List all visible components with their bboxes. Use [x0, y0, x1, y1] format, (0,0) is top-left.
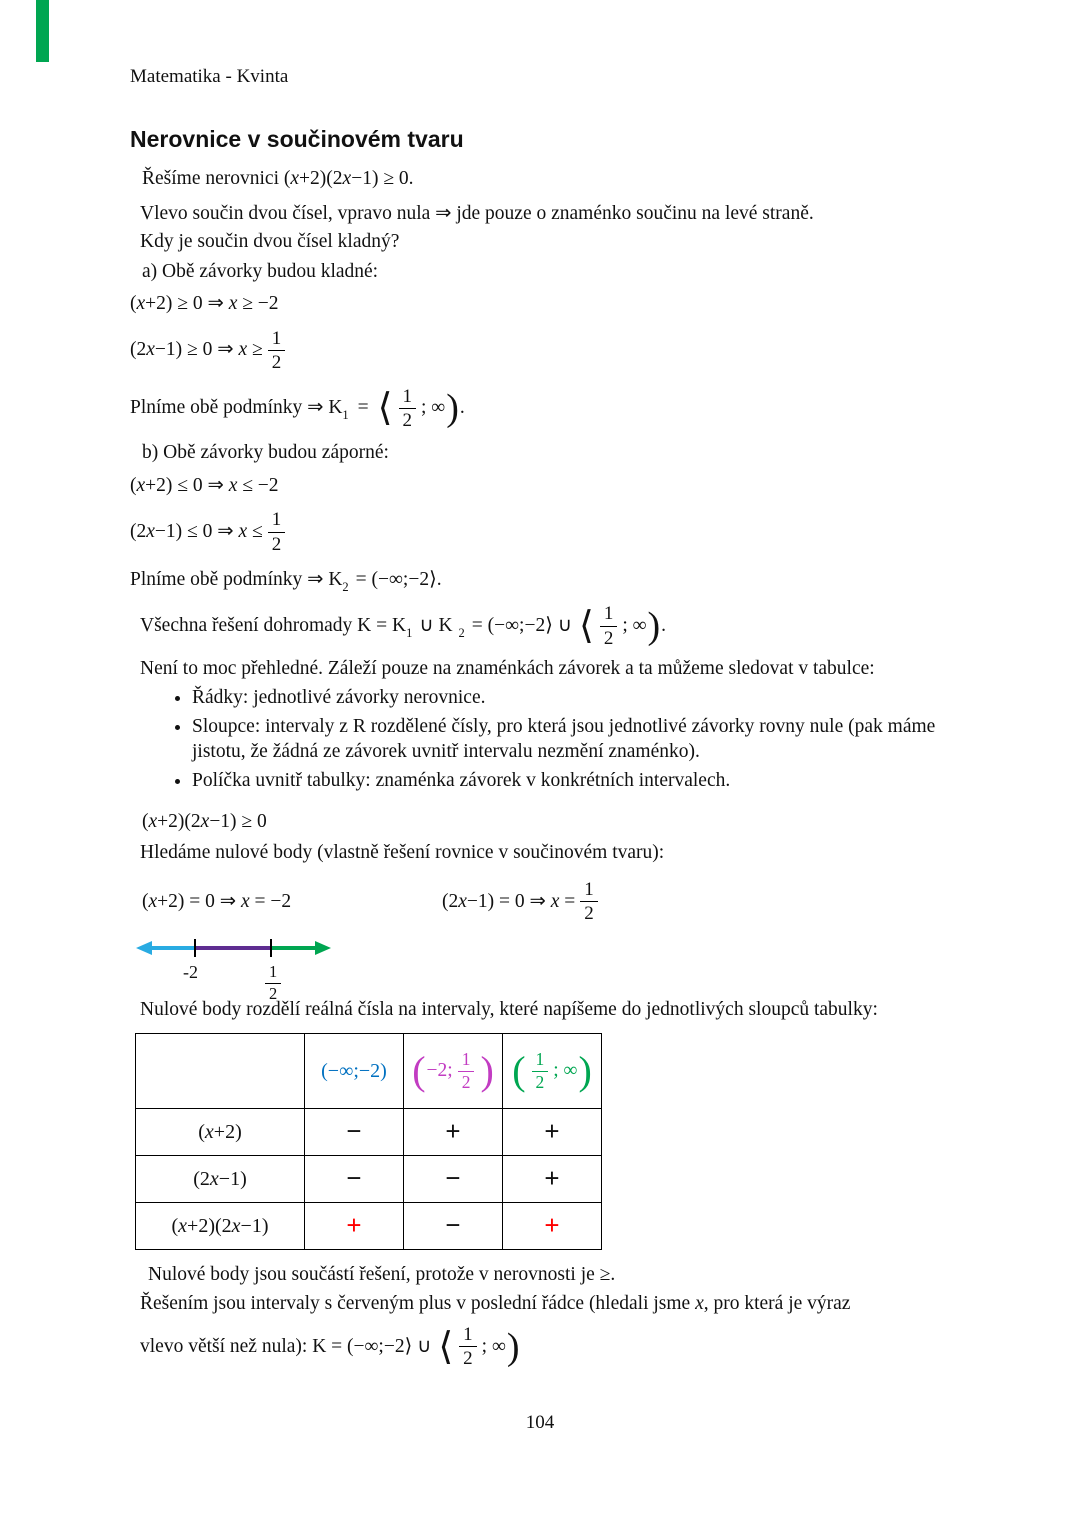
number-line-segment-right — [271, 946, 315, 950]
table-note: Není to moc přehledné. Záleží pouze na znaménkách závorek a ta můžeme sledovat v tabulce: — [140, 658, 875, 680]
sign-cell: + — [404, 1109, 503, 1156]
final-answer-text: vlevo větší než nula): K = (−∞;−2⟩ ∪ — [140, 1335, 432, 1357]
intro-line — [142, 166, 970, 192]
sign-cell: − — [404, 1156, 503, 1203]
equation-b2 — [130, 504, 970, 560]
table-row — [136, 1109, 602, 1156]
closing-note-1: Nulové body jsou součástí řešení, protože v nerovnosti je ≥. — [148, 1264, 616, 1286]
union-cup: ∪ K — [419, 615, 453, 637]
zero-equation-2-text: (2x−1) = 0 ⇒ x = — [442, 890, 576, 912]
interval-infinity-text: ; ∞ — [481, 1335, 506, 1357]
bullet-columns: • Sloupce: intervaly z R rozdělené čísly, pro která jsou jednotlivé závorky rovny nule (pak máme jistotu, že žádná ze závorek uvnitř intervalu nezmění znaménko). — [192, 714, 962, 765]
paren-close-bracket: ) — [446, 387, 459, 430]
sign-cell: − — [305, 1156, 404, 1203]
fraction-one-half: $\frac{1}{2}$ — [600, 603, 618, 649]
table-corner-cell — [136, 1034, 305, 1109]
equation-a1 — [130, 288, 970, 320]
k1-conclusion — [130, 380, 970, 436]
number-line-tick-minus2 — [194, 939, 196, 957]
period: . — [459, 397, 465, 419]
sign-table — [135, 1033, 602, 1250]
sign-cell-red: + — [305, 1203, 404, 1250]
sign-cell: + — [503, 1109, 602, 1156]
equals-sign: = — [357, 397, 369, 419]
number-line-label-minus2: -2 — [183, 962, 198, 983]
fraction-one-half: $\frac{1}{2}$ — [268, 328, 286, 374]
equation-b1 — [130, 470, 970, 502]
k1-text: Plníme obě podmínky ⇒ K — [130, 397, 343, 419]
k2-result: = (−∞;−2⟩. — [355, 569, 442, 591]
number-line-segment-middle — [195, 946, 271, 950]
union-mid: = (−∞;−2⟩ ∪ — [471, 615, 572, 637]
paragraph-question: Kdy je součin dvou čísel kladný? — [140, 230, 400, 252]
case-b-label: b) Obě závorky budou záporné: — [142, 442, 389, 464]
angle-open-bracket: ⟨ — [377, 387, 393, 430]
document-content — [130, 124, 970, 1377]
closing-note-2: Řešením jsou intervaly s červeným plus v poslední řádce (hledali jsme x, pro která je výraz — [140, 1292, 851, 1314]
number-line-right-arrow-icon — [315, 941, 331, 955]
page-number: 104 — [525, 1411, 555, 1433]
bullet-rows: • Řádky: jednotlivé závorky nerovnice. — [192, 685, 962, 711]
equation-a1-text: (x+2) ≥ 0 ⇒ x ≥ −2 — [130, 293, 279, 315]
product-inequality — [142, 806, 970, 838]
table-header-interval-3: ( $\frac{1}{2}$ ; ∞ ) — [503, 1034, 602, 1109]
k2-text: Plníme obě podmínky ⇒ K — [130, 569, 343, 591]
intro-period: . — [408, 168, 414, 190]
bullet-list — [130, 685, 962, 794]
union-conclusion: Všechna řešení dohromady K = K $_1$ ∪ K $_2$ = (−∞;−2⟩ ∪ ⟨ $\frac{1}{2}$ ; ∞ ) . — [140, 603, 667, 649]
paragraph-product-sign: Vlevo součin dvou čísel, vpravo nula ⇒ jde pouze o znaménko součinu na levé straně. — [140, 203, 814, 225]
union-text: Všechna řešení dohromady K = K — [140, 615, 407, 637]
table-row-product — [136, 1203, 602, 1250]
zero-points-intro: Hledáme nulové body (vlastně řešení rovnice v součinovém tvaru): — [140, 841, 665, 863]
sign-cell: + — [503, 1156, 602, 1203]
zero-point-equations — [142, 871, 970, 931]
fraction-one-half: $\frac{1}{2}$ — [268, 509, 286, 555]
table-header-interval-2: ( −2; $\frac{1}{2}$ ) — [404, 1034, 503, 1109]
paren-close-bracket: ) — [647, 605, 661, 648]
equation-a2 — [130, 322, 970, 378]
equation-b1-text: (x+2) ≤ 0 ⇒ x ≤ −2 — [130, 475, 279, 497]
number-line-segment-left — [150, 946, 195, 950]
page-title: Nerovnice v součinovém tvaru — [130, 126, 464, 152]
intro-text: Řešíme nerovnici — [142, 168, 280, 190]
fraction-one-half: $\frac{1}{2}$ — [459, 1324, 477, 1370]
number-line — [136, 937, 366, 1003]
table-row — [136, 1156, 602, 1203]
angle-open-bracket: ⟨ — [578, 605, 594, 648]
paren-close-bracket: ) — [506, 1325, 520, 1368]
zero-equation-2 — [442, 873, 603, 929]
row-label-factor1: (x+2) — [136, 1109, 305, 1156]
intro-math: (x+2)(2x−1) ≥ 0 — [283, 168, 409, 190]
final-answer — [140, 1319, 970, 1375]
period: . — [661, 615, 667, 637]
row-label-factor2: (2x−1) — [136, 1156, 305, 1203]
sign-cell: − — [305, 1109, 404, 1156]
number-line-label-half: $\frac{1}{2}$ — [260, 959, 286, 1003]
case-a-label: a) Obě závorky budou kladné: — [142, 260, 379, 282]
sign-cell-red: + — [503, 1203, 602, 1250]
number-line-tick-half — [270, 939, 272, 957]
k2-subscript: 2 — [342, 579, 349, 594]
equation-a2-text: (2x−1) ≥ 0 ⇒ x ≥ — [130, 339, 263, 361]
angle-open-bracket: ⟨ — [438, 1325, 454, 1368]
fraction-one-half: $\frac{1}{2}$ — [399, 386, 417, 432]
table-header-interval-1: (−∞;−2) — [305, 1034, 404, 1109]
k1-subscript: 1 — [342, 408, 349, 423]
table-header-row — [136, 1034, 602, 1109]
row-label-product: (x+2)(2x−1) — [136, 1203, 305, 1250]
fraction-one-half: $\frac{1}{2}$ — [580, 879, 598, 925]
k2-conclusion — [130, 564, 970, 596]
interval-infinity-text: ; ∞ — [622, 615, 647, 637]
zero-equation-1 — [142, 889, 442, 915]
sign-cell: − — [404, 1203, 503, 1250]
bullet-cells: • Políčka uvnitř tabulky: znaménka závorek v konkrétních intervalech. — [192, 768, 962, 794]
intervals-note: Nulové body rozdělí reálná čísla na intervaly, které napíšeme do jednotlivých sloupců tabulky: — [140, 999, 878, 1021]
zero-equation-1-text: (x+2) = 0 ⇒ x = −2 — [142, 890, 292, 912]
document-header: Matematika - Kvinta — [130, 66, 289, 87]
equation-b2-text: (2x−1) ≤ 0 ⇒ x ≤ — [130, 521, 263, 543]
green-corner-mark — [36, 0, 49, 62]
interval-infinity-text: ; ∞ — [421, 397, 446, 419]
product-inequality-text: (x+2)(2x−1) ≥ 0 — [142, 810, 267, 832]
